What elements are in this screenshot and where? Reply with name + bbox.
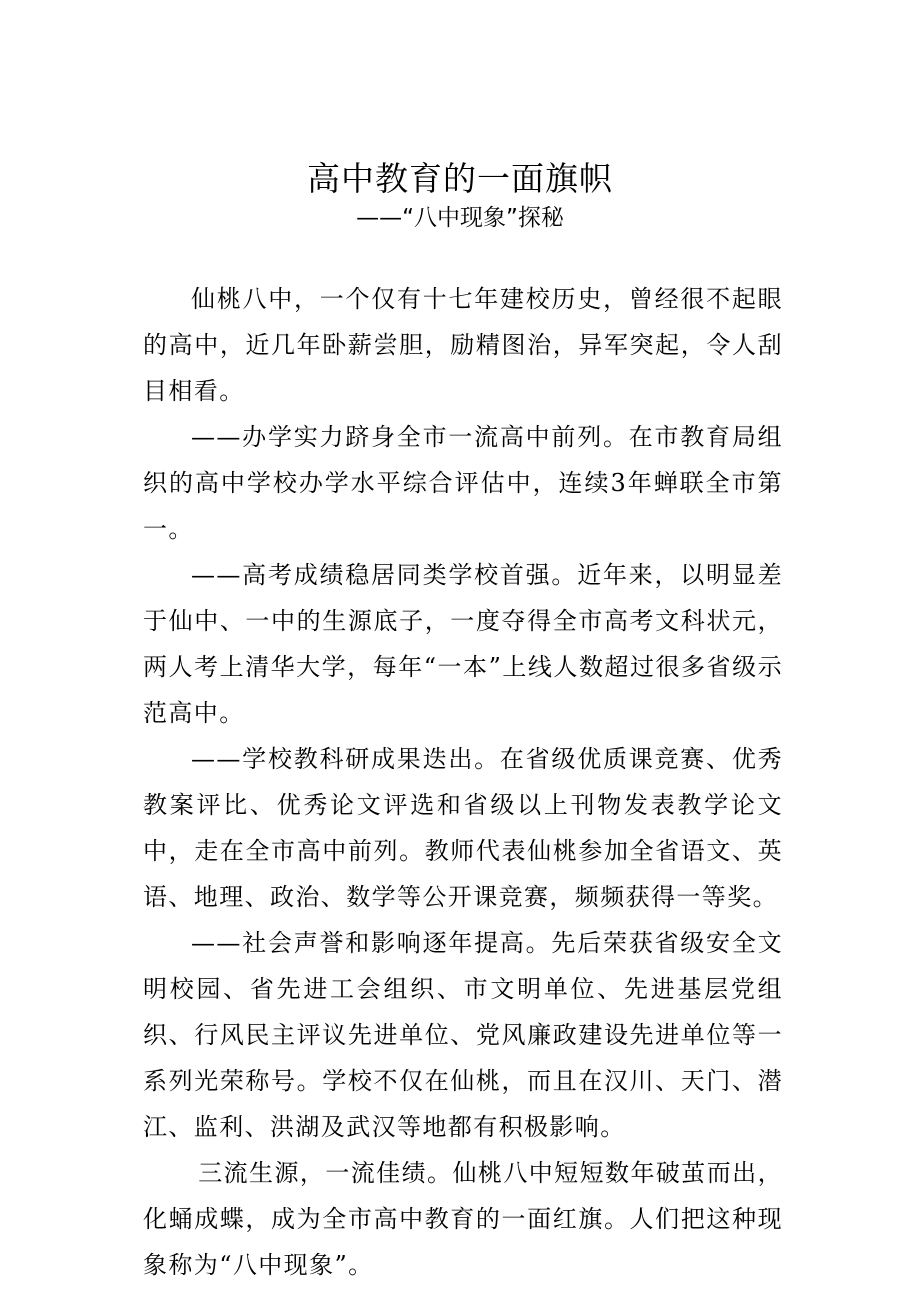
paragraph-exam-results: ——高考成绩稳居同类学校首强。近年来，以明显差于仙中、一中的生源底子，一度夺得全市高考文科状元，两人考上清华大学，每年“一本”上线人数超过很多省级示范高中。	[143, 561, 783, 727]
paragraph-research: ——学校教科研成果迭出。在省级优质课竞赛、优秀教案评比、优秀论文评选和省级以上刊物发表教学论文中，走在全市高中前列。教师代表仙桃参加全省语文、英语、地理、政治、数学等公开课竞赛，频频获得一等奖。	[143, 745, 783, 911]
document-title: 高中教育的一面旗帜	[307, 159, 613, 198]
paragraph-school-strength: ——办学实力跻身全市一流高中前列。在市教育局组织的高中学校办学水平综合评估中，连续3年蝉联全市第一。	[143, 423, 783, 543]
paragraph-reputation: ——社会声誉和影响逐年提高。先后荣获省级安全文明校园、省先进工会组织、市文明单位、先进基层党组织、行风民主评议先进单位、党风廉政建设先进单位等一系列光荣称号。学校不仅在仙桃，而且在汉川、天门、潜江、监利、洪湖及武汉等地都有积极影响。	[143, 929, 783, 1141]
document-subtitle: ——“八中现象”探秘	[356, 205, 564, 231]
paragraph-conclusion: 三流生源，一流佳绩。仙桃八中短短数年破茧而出，化蛹成蝶，成为全市高中教育的一面红旗。人们把这种现象称为“八中现象”。	[143, 1159, 783, 1279]
document-body	[143, 276, 783, 1288]
paragraph-intro: 仙桃八中，一个仅有十七年建校历史，曾经很不起眼的高中，近几年卧薪尝胆，励精图治，异军突起，令人刮目相看。	[143, 285, 783, 405]
